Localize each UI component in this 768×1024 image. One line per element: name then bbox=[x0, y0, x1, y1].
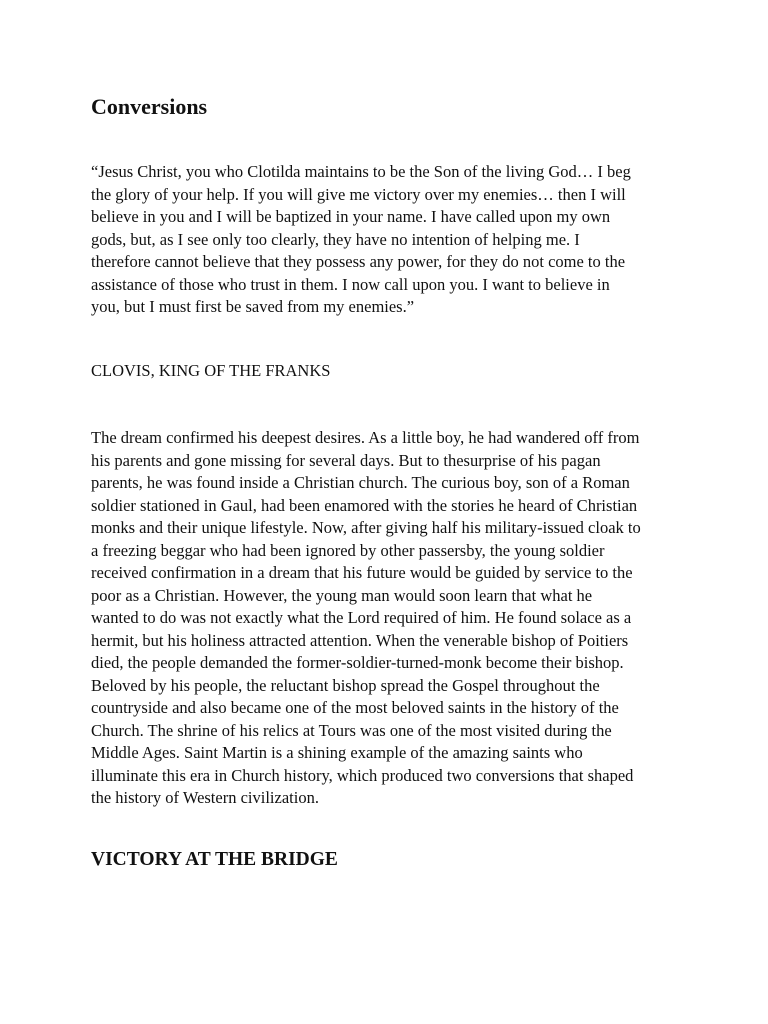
section-heading: VICTORY AT THE BRIDGE bbox=[91, 849, 338, 870]
quote-line: you, but I must first be saved from my enemies.” bbox=[91, 297, 415, 316]
paragraph-line: his parents and gone missing for several days. But to thesurprise of his pagan bbox=[91, 450, 601, 470]
quote-line: “Jesus Christ, you who Clotilda maintains to be the Son of the living God… I beg bbox=[91, 162, 631, 181]
paragraph-line: soldier stationed in Gaul, had been enamored with the stories he heard of Christian bbox=[91, 495, 638, 515]
paragraph-line: monks and their unique lifestyle. Now, after giving half his military-issued cloak to bbox=[91, 518, 641, 537]
paragraph-line: poor as a Christian. However, the young man would soon learn that what he bbox=[91, 585, 593, 605]
paragraph-line: the history of Western civilization. bbox=[91, 788, 319, 807]
quote-line: the glory of your help. If you will give me victory over my enemies… then I will bbox=[91, 184, 626, 204]
paragraph-line: countryside and also became one of the most beloved saints in the history of the bbox=[91, 698, 619, 717]
epigraph-quote bbox=[91, 161, 681, 319]
paragraph-line: received confirmation in a dream that his future would be guided by service to the bbox=[91, 563, 633, 582]
quote-line: believe in you and I will be baptized in your name. I have called upon my own bbox=[91, 207, 611, 226]
chapter-title: Conversions bbox=[91, 94, 208, 119]
quote-line: assistance of those who trust in them. I now call upon you. I want to believe in bbox=[91, 274, 610, 294]
paragraph-line: hermit, but his holiness attracted attention. When the venerable bishop of Poitiers bbox=[91, 630, 629, 650]
paragraph-line: The dream confirmed his deepest desires. As a little boy, he had wandered off from bbox=[91, 428, 640, 447]
paragraph-line: Beloved by his people, the reluctant bishop spread the Gospel throughout the bbox=[91, 675, 600, 695]
body-paragraph bbox=[91, 427, 681, 810]
paragraph-line: Middle Ages. Saint Martin is a shining example of the amazing saints who bbox=[91, 743, 583, 762]
paragraph-line: wanted to do was not exactly what the Lord required of him. He found solace as a bbox=[91, 608, 632, 627]
paragraph-line: illuminate this era in Church history, which produced two conversions that shaped bbox=[91, 765, 634, 785]
paragraph-line: a freezing beggar who had been ignored by other passersby, the young soldier bbox=[91, 540, 605, 560]
paragraph-line: Church. The shrine of his relics at Tours was one of the most visited during the bbox=[91, 720, 612, 740]
quote-line: gods, but, as I see only too clearly, they have no intention of helping me. I bbox=[91, 229, 580, 249]
quote-line: therefore cannot believe that they possess any power, for they do not come to the bbox=[91, 252, 626, 271]
quote-attribution: CLOVIS, KING OF THE FRANKS bbox=[91, 361, 331, 380]
paragraph-line: parents, he was found inside a Christian church. The curious boy, son of a Roman bbox=[91, 473, 630, 492]
paragraph-line: died, the people demanded the former-soldier-turned-monk become their bishop. bbox=[91, 653, 624, 672]
